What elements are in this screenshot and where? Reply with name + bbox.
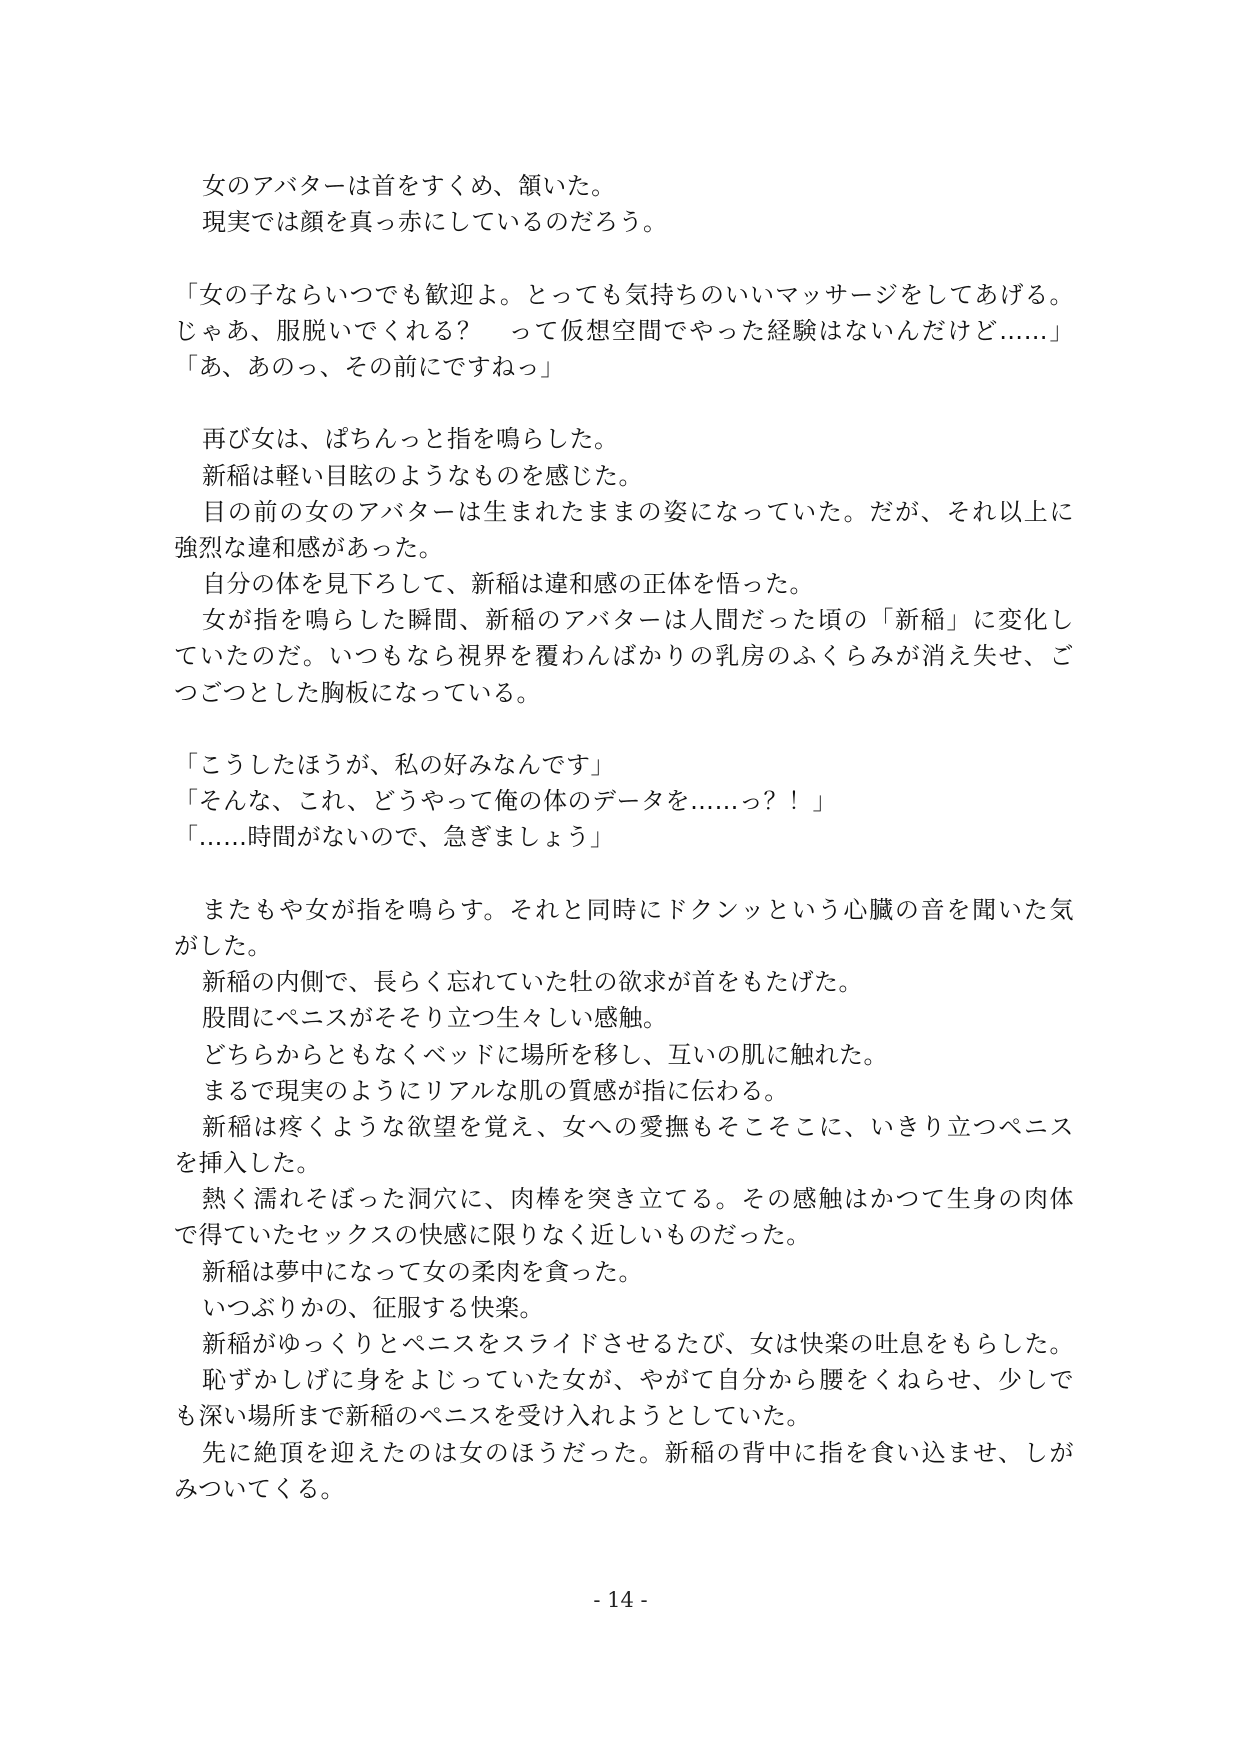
text-line: 先に絶頂を迎えたのは女のほうだった。新稲の背中に指を食い込ませ、しが <box>202 1438 1074 1467</box>
blank-line <box>174 711 1074 747</box>
text-line: 新稲は軽い目眩のようなものを感じた。 <box>202 461 643 490</box>
text-line: 恥ずかしげに身をよじっていた女が、やがて自分から腰をくねらせ、少しで <box>202 1366 1074 1395</box>
text-line: 女のアバターは首をすくめ、頷いた。 <box>202 172 616 200</box>
text-line: みついてくる。 <box>174 1474 346 1503</box>
text-line: も深い場所まで新稲のペニスを受け入れようとしていた。 <box>174 1402 811 1431</box>
text-line: 熱く濡れそぼった洞穴に、肉棒を突き立てる。その感触はかつて生身の肉体 <box>202 1185 1074 1214</box>
text-line: 強烈な違和感があった。 <box>174 533 444 562</box>
blank-line <box>174 385 1074 421</box>
text-line: じゃあ、服脱いでくれる？ って仮想空間でやった経験はないんだけど……」 <box>174 316 1074 345</box>
text-line: 「あ、あのっ、その前にですねっ」 <box>174 352 565 381</box>
text-line: 現実では顔を真っ赤にしているのだろう。 <box>202 208 668 237</box>
text-line: 股間にペニスがそそり立つ生々しい感触。 <box>202 1004 668 1033</box>
body-text <box>174 168 1074 1507</box>
blank-line <box>174 856 1074 892</box>
text-line: 「こうしたほうが、私の好みなんです」 <box>174 751 615 779</box>
text-line: 女が指を鳴らした瞬間、新稲のアバターは人間だった頃の「新稲」に変化し <box>202 606 1074 635</box>
text-line: 「……時間がないので、急ぎましょう」 <box>174 823 615 852</box>
text-line: 新稲は疼くような欲望を覚え、女への愛撫もそこそこに、いきり立つペニス <box>202 1112 1074 1141</box>
text-line: 再び女は、ぱちんっと指を鳴らした。 <box>202 425 619 454</box>
text-line: 新稲の内側で、長らく忘れていた牡の欲求が首をもたげた。 <box>202 968 864 997</box>
text-line: を挿入した。 <box>174 1149 321 1178</box>
text-line: またもや女が指を鳴らす。それと同時にドクンッという心臓の音を聞いた気 <box>202 895 1074 924</box>
text-line: ていたのだ。いつもなら視界を覆わんばかりの乳房のふくらみが消え失せ、ご <box>174 642 1074 671</box>
text-line: つごつとした胸板になっている。 <box>174 678 542 707</box>
text-line: 新稲は夢中になって女の柔肉を貪った。 <box>202 1257 643 1286</box>
text-line: 自分の体を見下ろして、新稲は違和感の正体を悟った。 <box>202 570 815 599</box>
text-line: まるで現実のようにリアルな肌の質感が指に伝わる。 <box>202 1076 789 1105</box>
text-line: 「女の子ならいつでも歓迎よ。とっても気持ちのいいマッサージをしてあげる。 <box>174 280 1074 309</box>
text-line: いつぶりかの、征服する快楽。 <box>202 1293 545 1322</box>
text-line: 「そんな、これ、どうやって俺の体のデータを……っ？！」 <box>174 787 837 816</box>
text-line: 目の前の女のアバターは生まれたままの姿になっていた。だが、それ以上に <box>202 497 1074 526</box>
text-line: 新稲がゆっくりとペニスをスライドさせるたび、女は快楽の吐息をもらした。 <box>202 1330 1074 1358</box>
blank-line <box>174 240 1074 276</box>
text-line: で得ていたセックスの快感に限りなく近しいものだった。 <box>174 1221 811 1250</box>
page-number: - 14 - <box>593 1588 648 1612</box>
text-line: がした。 <box>174 931 272 960</box>
text-line: どちらからともなくベッドに場所を移し、互いの肌に触れた。 <box>202 1040 888 1069</box>
